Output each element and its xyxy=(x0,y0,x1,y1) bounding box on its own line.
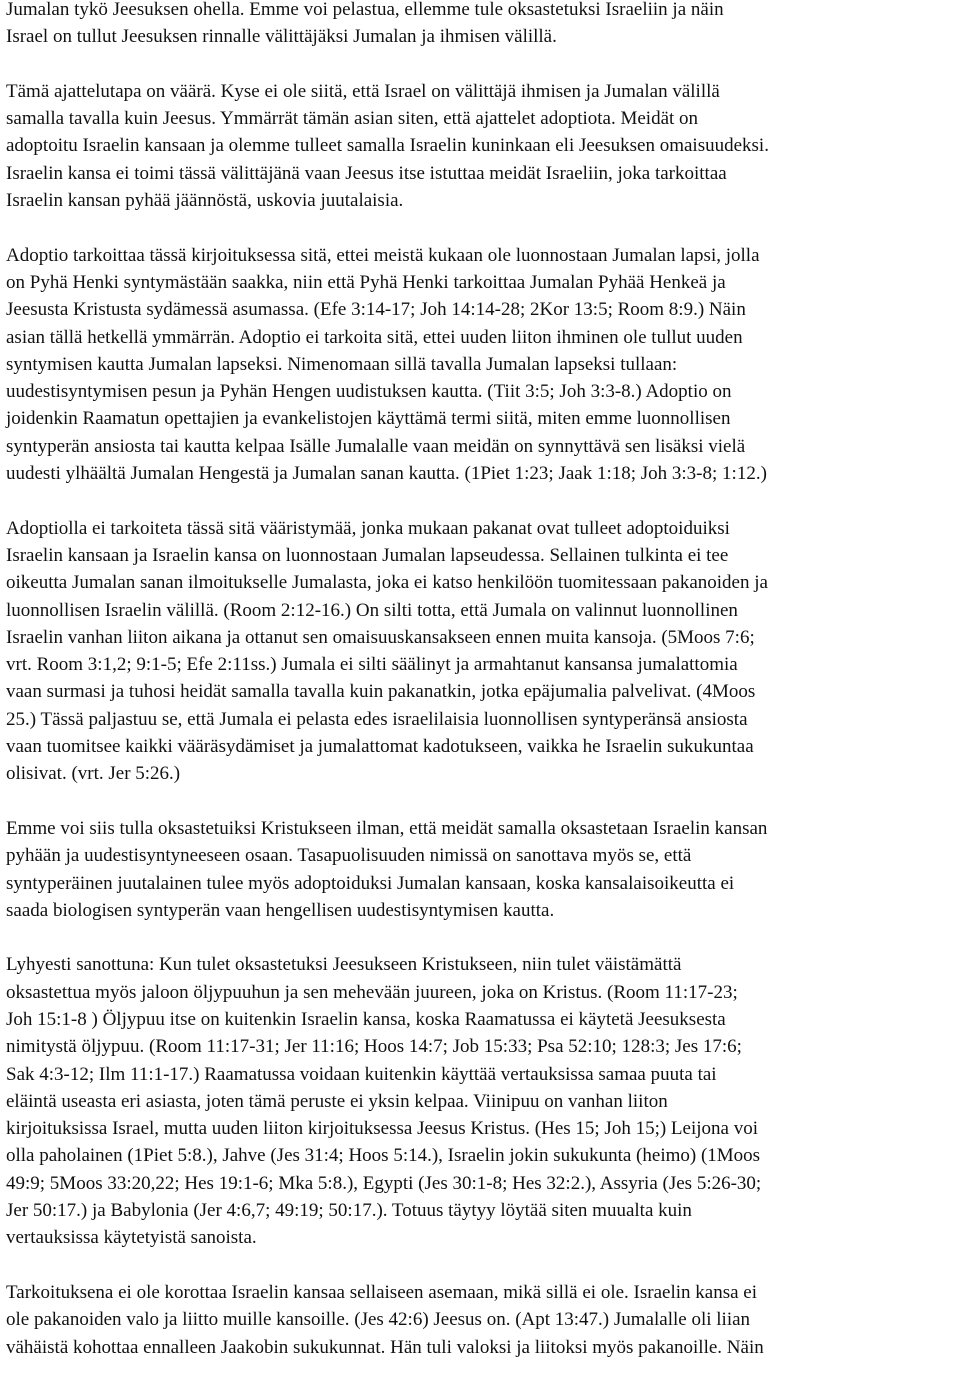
text-line: Joh 15:1-8 ) Öljypuu itse on kuitenkin Israelin kansa, koska Raamatussa ei käytetä Jeesuksesta xyxy=(6,1008,726,1030)
text-line: Tämä ajattelutapa on väärä. Kyse ei ole siitä, että Israel on välittäjä ihmisen ja Jumalan välillä xyxy=(6,80,720,102)
paragraph-6 xyxy=(6,951,956,1251)
text-line: eläintä useasta eri asiasta, joten tämä peruste ei yksin kelpaa. Viinipuu on vanhan liiton xyxy=(6,1090,668,1112)
text-line: asian tällä hetkellä ymmärrän. Adoptio ei tarkoita sitä, ettei uuden liiton ihminen ole tullut uuden xyxy=(6,326,743,348)
text-line: Israelin kansa ei toimi tässä välittäjänä vaan Jeesus itse istuttaa meidät Israeliin, joka tarkoittaa xyxy=(6,162,727,184)
text-line: uudesti ylhäältä Jumalan Hengestä ja Jumalan sanan kautta. (1Piet 1:23; Jaak 1:18; Joh 3:3-8; 1:12.) xyxy=(6,463,767,485)
text-line: kirjoituksissa Israel, mutta uuden liiton kirjoituksessa Jeesus Kristus. (Hes 15; Joh 15;) Leijona voi xyxy=(6,1118,758,1140)
text-line: syntyperän ansiosta tai kautta kelpaa Isälle Jumalalle vaan meidän on synnyttävä sen lisäksi vielä xyxy=(6,435,746,457)
text-line: vähäistä kohottaa ennalleen Jaakobin sukukunnat. Hän tuli valoksi ja liitoksi myös pakanoille. Näin xyxy=(6,1336,764,1358)
paragraph-7 xyxy=(6,1279,956,1361)
text-line: nimitystä öljypuu. (Room 11:17-31; Jer 11:16; Hoos 14:7; Job 15:33; Psa 52:10; 128:3; Jes 17:6; xyxy=(6,1036,742,1058)
text-line: saada biologisen syntyperän vaan hengellisen uudestisyntymisen kautta. xyxy=(6,899,555,921)
text-line: ole pakanoiden valo ja liitto muille kansoille. (Jes 42:6) Jeesus on. (Apt 13:47.) Jumalalle oli liian xyxy=(6,1309,751,1331)
text-line: Emme voi siis tulla oksastetuiksi Kristukseen ilman, että meidät samalla oksastetaan Israelin kansan xyxy=(6,817,768,839)
text-line: vertauksissa käytetyistä sanoista. xyxy=(6,1227,257,1249)
text-line: 25.) Tässä paljastuu se, että Jumala ei pelasta edes israelilaisia luonnollisen syntyperänsä ansiosta xyxy=(6,708,748,730)
text-line: Jumalan tykö Jeesuksen ohella. Emme voi pelastua, ellemme tule oksastetuksi Israeliin ja näin xyxy=(6,0,724,20)
text-line: joidenkin Raamatun opettajien ja evankelistojen käyttämä termi siitä, miten emme luonnollisen xyxy=(6,408,731,430)
text-line: Israel on tullut Jeesuksen rinnalle välittäjäksi Jumalan ja ihmisen välillä. xyxy=(6,26,557,48)
text-line: Tarkoituksena ei ole korottaa Israelin kansaa sellaiseen asemaan, mikä sillä ei ole. Israelin kansa ei xyxy=(6,1281,757,1303)
text-line: on Pyhä Henki syntymästään saakka, niin että Pyhä Henki tarkoittaa Jumalan Pyhää Henkeä ja xyxy=(6,271,726,293)
text-line: samalla tavalla kuin Jeesus. Ymmärrät tämän asian siten, että ajattelet adoptiota. Meidät on xyxy=(6,108,699,130)
text-line: syntyperäinen juutalainen tulee myös adoptoiduksi Jumalan kansaan, koska kansalaisoikeutta ei xyxy=(6,872,735,894)
text-line: uudestisyntymisen pesun ja Pyhän Hengen uudistuksen kautta. (Tiit 3:5; Joh 3:3-8.) Adoptio on xyxy=(6,381,732,403)
paragraph-1 xyxy=(6,0,956,51)
text-line: Israelin kansan pyhää jäännöstä, uskovia juutalaisia. xyxy=(6,190,404,212)
text-line: 49:9; 5Moos 33:20,22; Hes 19:1-6; Mka 5:8.), Egypti (Jes 30:1-8; Hes 32:2.), Assyria (Jes 5:26-30; xyxy=(6,1172,762,1194)
text-line: Israelin kansaan ja Israelin kansa on luonnostaan Jumalan lapseudessa. Sellainen tulkinta ei tee xyxy=(6,544,729,566)
text-line: Jeesusta Kristusta sydämessä asumassa. (Efe 3:14-17; Joh 14:14-28; 2Kor 13:5; Room 8:9.) Näin xyxy=(6,299,746,321)
text-line: luonnollisen Israelin välillä. (Room 2:12-16.) On silti totta, että Jumala on valinnut luonnollinen xyxy=(6,599,738,621)
paragraph-3 xyxy=(6,242,956,488)
text-line: olla paholainen (1Piet 5:8.), Jahve (Jes 31:4; Hoos 5:14.), Israelin jokin sukukunta (heimo) (1Moos xyxy=(6,1145,761,1167)
text-line: Sak 4:3-12; Ilm 11:1-17.) Raamatussa voidaan kuitenkin käyttää vertauksissa samaa puuta tai xyxy=(6,1063,717,1085)
paragraph-2 xyxy=(6,78,956,214)
text-line: pyhään ja uudestisyntyneeseen osaan. Tasapuolisuuden nimissä on sanottava myös se, että xyxy=(6,845,692,867)
text-line: vaan surmasi ja tuhosi heidät samalla tavalla kuin pakanatkin, jotka epäjumalia palvelivat. (4Moos xyxy=(6,681,756,703)
text-line: adoptoitu Israelin kansaan ja olemme tulleet samalla Israelin kuninkaan eli Jeesuksen omaisuudeksi. xyxy=(6,135,769,157)
paragraph-5 xyxy=(6,815,956,924)
text-line: Lyhyesti sanottuna: Kun tulet oksastetuksi Jeesukseen Kristukseen, niin tulet väistämättä xyxy=(6,954,682,976)
text-line: olisivat. (vrt. Jer 5:26.) xyxy=(6,763,181,785)
text-line: syntymisen kautta Jumalan lapseksi. Nimenomaan sillä tavalla Jumalan lapseksi tullaan: xyxy=(6,353,678,375)
text-line: vrt. Room 3:1,2; 9:1-5; Efe 2:11ss.) Jumala ei silti säälinyt ja armahtanut kansansa jumalattomia xyxy=(6,654,738,676)
text-line: oksastettua myös jaloon öljypuuhun ja sen mehevään juureen, joka on Kristus. (Room 11:17-23; xyxy=(6,981,738,1003)
document-page xyxy=(6,0,956,1388)
text-line: Jer 50:17.) ja Babylonia (Jer 4:6,7; 49:19; 50:17.). Totuus täytyy löytää siten muualta kuin xyxy=(6,1200,692,1222)
text-line: vaan tuomitsee kaikki vääräsydämiset ja jumalattomat kadotukseen, vaikka he Israelin sukukuntaa xyxy=(6,736,754,758)
paragraph-4 xyxy=(6,515,956,788)
text-line: oikeutta Jumalan sanan ilmoitukselle Jumalasta, joka ei katso henkilöön tuomitessaan pakanoiden ja xyxy=(6,572,768,594)
text-line: Adoptio tarkoittaa tässä kirjoituksessa sitä, ettei meistä kukaan ole luonnostaan Jumalan lapsi, jolla xyxy=(6,244,760,266)
text-line: Israelin vanhan liiton aikana ja ottanut sen omaisuuskansakseen ennen muita kansoja. (5Moos 7:6; xyxy=(6,626,755,648)
text-line: Adoptiolla ei tarkoiteta tässä sitä vääristymää, jonka mukaan pakanat ovat tulleet adoptoiduiksi xyxy=(6,517,730,539)
